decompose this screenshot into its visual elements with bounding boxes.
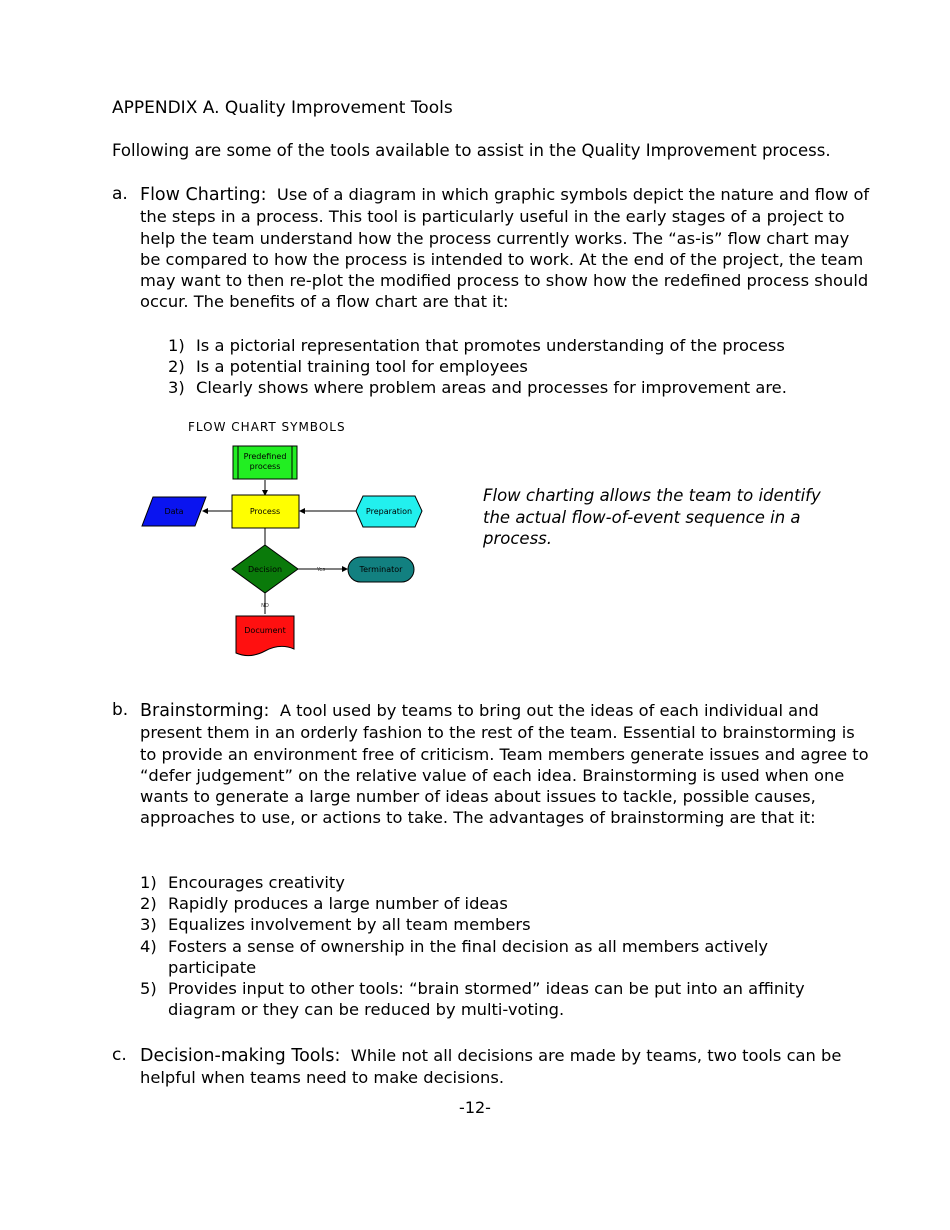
process-label: Process	[249, 507, 281, 516]
flowchart-heading: FLOW CHART SYMBOLS	[188, 420, 346, 434]
document-symbol	[236, 616, 294, 656]
list-item: 2) Is a potential training tool for employees	[168, 357, 528, 377]
intro-paragraph: Following are some of the tools available to assist in the Quality Improvement process.	[112, 141, 831, 160]
predefined-label: Predefined	[243, 452, 287, 461]
flowchart-caption: Flow charting allows the team to identify the actual flow-of-event sequence in a process.	[483, 486, 821, 549]
section-title: Decision-making Tools:	[140, 1046, 341, 1066]
flowchart-diagram	[135, 440, 435, 670]
section-letter: a.	[112, 184, 128, 204]
section-body	[140, 184, 870, 313]
page-number: -12-	[459, 1098, 491, 1117]
section-text: While not all decisions are made by teams, two tools can be helpful when teams need to make decisions.	[140, 1046, 842, 1088]
list-item: 3) Equalizes involvement by all team members	[140, 915, 531, 935]
list-item: 5) Provides input to other tools: “brain stormed” ideas can be put into an affinity diagram or they can be reduced by multi-voting.	[140, 979, 805, 1020]
data-label: Data	[164, 507, 184, 516]
yes-label: Yes	[316, 567, 326, 573]
list-item: 1) Encourages creativity	[140, 873, 345, 892]
predefined-label: process	[249, 462, 281, 471]
list-item: 2) Rapidly produces a large number of ideas	[140, 894, 508, 914]
section-text: Use of a diagram in which graphic symbols depict the nature and flow of the steps in a process. This tool is particularly useful in the early stages of a project to help the team understand how the process currently works. The “as-is” flow chart may be compared to how the process is intended to work. At the end of the project, the team may want to then re-plot the modified process to show how the redefined process should occur. The benefits of a flow chart are that it:	[140, 185, 870, 312]
appendix-heading: APPENDIX A. Quality Improvement Tools	[112, 98, 453, 118]
section-title: Brainstorming:	[140, 701, 270, 721]
list-item: 3) Clearly shows where problem areas and processes for improvement are.	[168, 378, 787, 398]
preparation-label: Preparation	[365, 507, 413, 516]
section-letter: b.	[112, 700, 129, 720]
section-body	[140, 700, 870, 829]
section-letter: c.	[112, 1045, 127, 1065]
decision-label: Decision	[247, 565, 283, 574]
section-title: Flow Charting:	[140, 185, 267, 205]
no-label: NO	[261, 603, 269, 609]
brainstorm-advantages-list	[140, 872, 820, 1020]
list-item: 1) Is a pictorial representation that promotes understanding of the process	[168, 336, 785, 355]
document-label: Document	[244, 626, 286, 635]
section-body	[140, 1045, 870, 1089]
section-text: A tool used by teams to bring out the ideas of each individual and present them in an orderly fashion to the rest of the team. Essential to brainstorming is to provide an environment free of criticism. Team members generate issues and agree to “defer judgement” on the relative value of each idea. Brainstorming is used when one wants to generate a large number of ideas about issues to tackle, possible causes, approaches to use, or actions to take. The advantages of brainstorming are that it:	[140, 701, 869, 828]
list-item: 4) Fosters a sense of ownership in the final decision as all members actively participate	[140, 936, 769, 977]
flow-benefits-list	[168, 335, 848, 399]
terminator-label: Terminator	[359, 565, 403, 574]
